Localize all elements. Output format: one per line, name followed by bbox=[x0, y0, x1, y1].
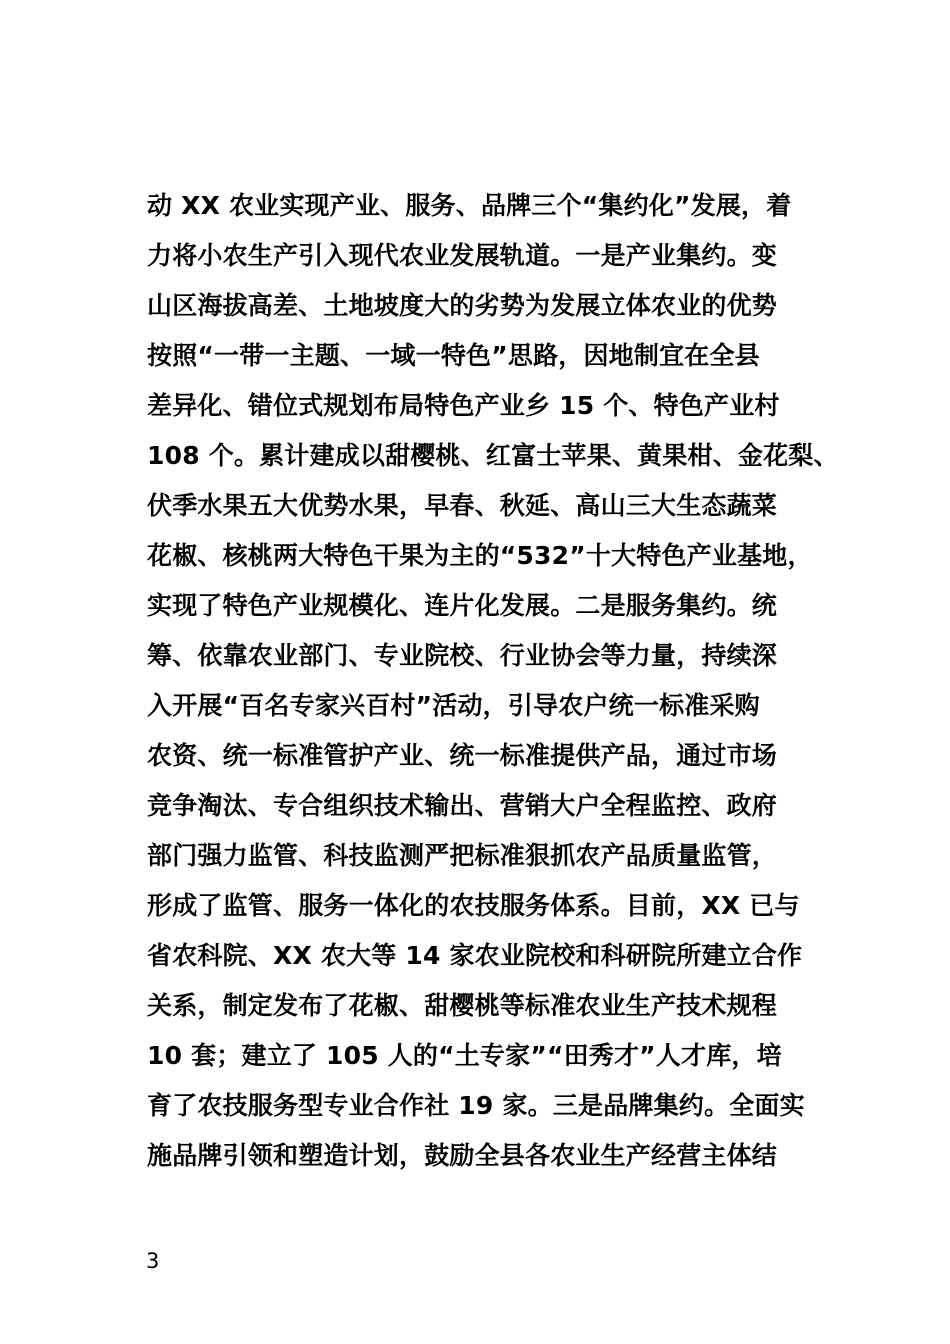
text-line: 动 XX 农业实现产业、服务、品牌三个“集约化”发展，着 bbox=[147, 191, 792, 220]
text-line: 施品牌引领和塑造计划，鼓励全县各农业生产经营主体结 bbox=[147, 1141, 778, 1170]
text-line: 10 套；建立了 105 人的“土专家”“田秀才”人才库，培 bbox=[147, 1041, 782, 1070]
text-line: 关系，制定发布了花椒、甜樱桃等标准农业生产技术规程 bbox=[147, 991, 778, 1020]
text-line: 育了农技服务型专业合作社 19 家。三是品牌集约。全面实 bbox=[147, 1091, 805, 1120]
text-line: 省农科院、XX 农大等 14 家农业院校和科研院所建立合作 bbox=[147, 941, 803, 970]
text-line: 108 个。累计建成以甜樱桃、红富士苹果、黄果柑、金花梨、 bbox=[147, 441, 839, 470]
text-line: 花椒、核桃两大特色干果为主的“532”十大特色产业基地， bbox=[147, 541, 813, 570]
text-line: 竞争淘汰、专合组织技术输出、营销大户全程监控、政府 bbox=[147, 791, 778, 820]
text-line: 山区海拔高差、土地坡度大的劣势为发展立体农业的优势 bbox=[147, 291, 778, 320]
text-line: 力将小农生产引入现代农业发展轨道。一是产业集约。变 bbox=[147, 241, 778, 270]
text-line: 伏季水果五大优势水果，早春、秋延、高山三大生态蔬菜 bbox=[147, 491, 778, 520]
text-line: 入开展“百名专家兴百村”活动，引导农户统一标准采购 bbox=[147, 691, 760, 720]
text-line: 差异化、错位式规划布局特色产业乡 15 个、特色产业村 bbox=[147, 391, 780, 420]
text-line: 形成了监管、服务一体化的农技服务体系。目前，XX 已与 bbox=[147, 891, 800, 920]
text-line: 农资、统一标准管护产业、统一标准提供产品，通过市场 bbox=[147, 741, 778, 770]
page-number: 3 bbox=[146, 1249, 160, 1273]
text-line: 按照“一带一主题、一域一特色”思路，因地制宜在全县 bbox=[147, 341, 760, 370]
body-text bbox=[147, 186, 839, 1186]
text-line: 实现了特色产业规模化、连片化发展。二是服务集约。统 bbox=[147, 591, 778, 620]
text-line: 部门强力监管、科技监测严把标准狠抓农产品质量监管， bbox=[147, 841, 778, 870]
text-line: 筹、依靠农业部门、专业院校、行业协会等力量，持续深 bbox=[147, 641, 778, 670]
